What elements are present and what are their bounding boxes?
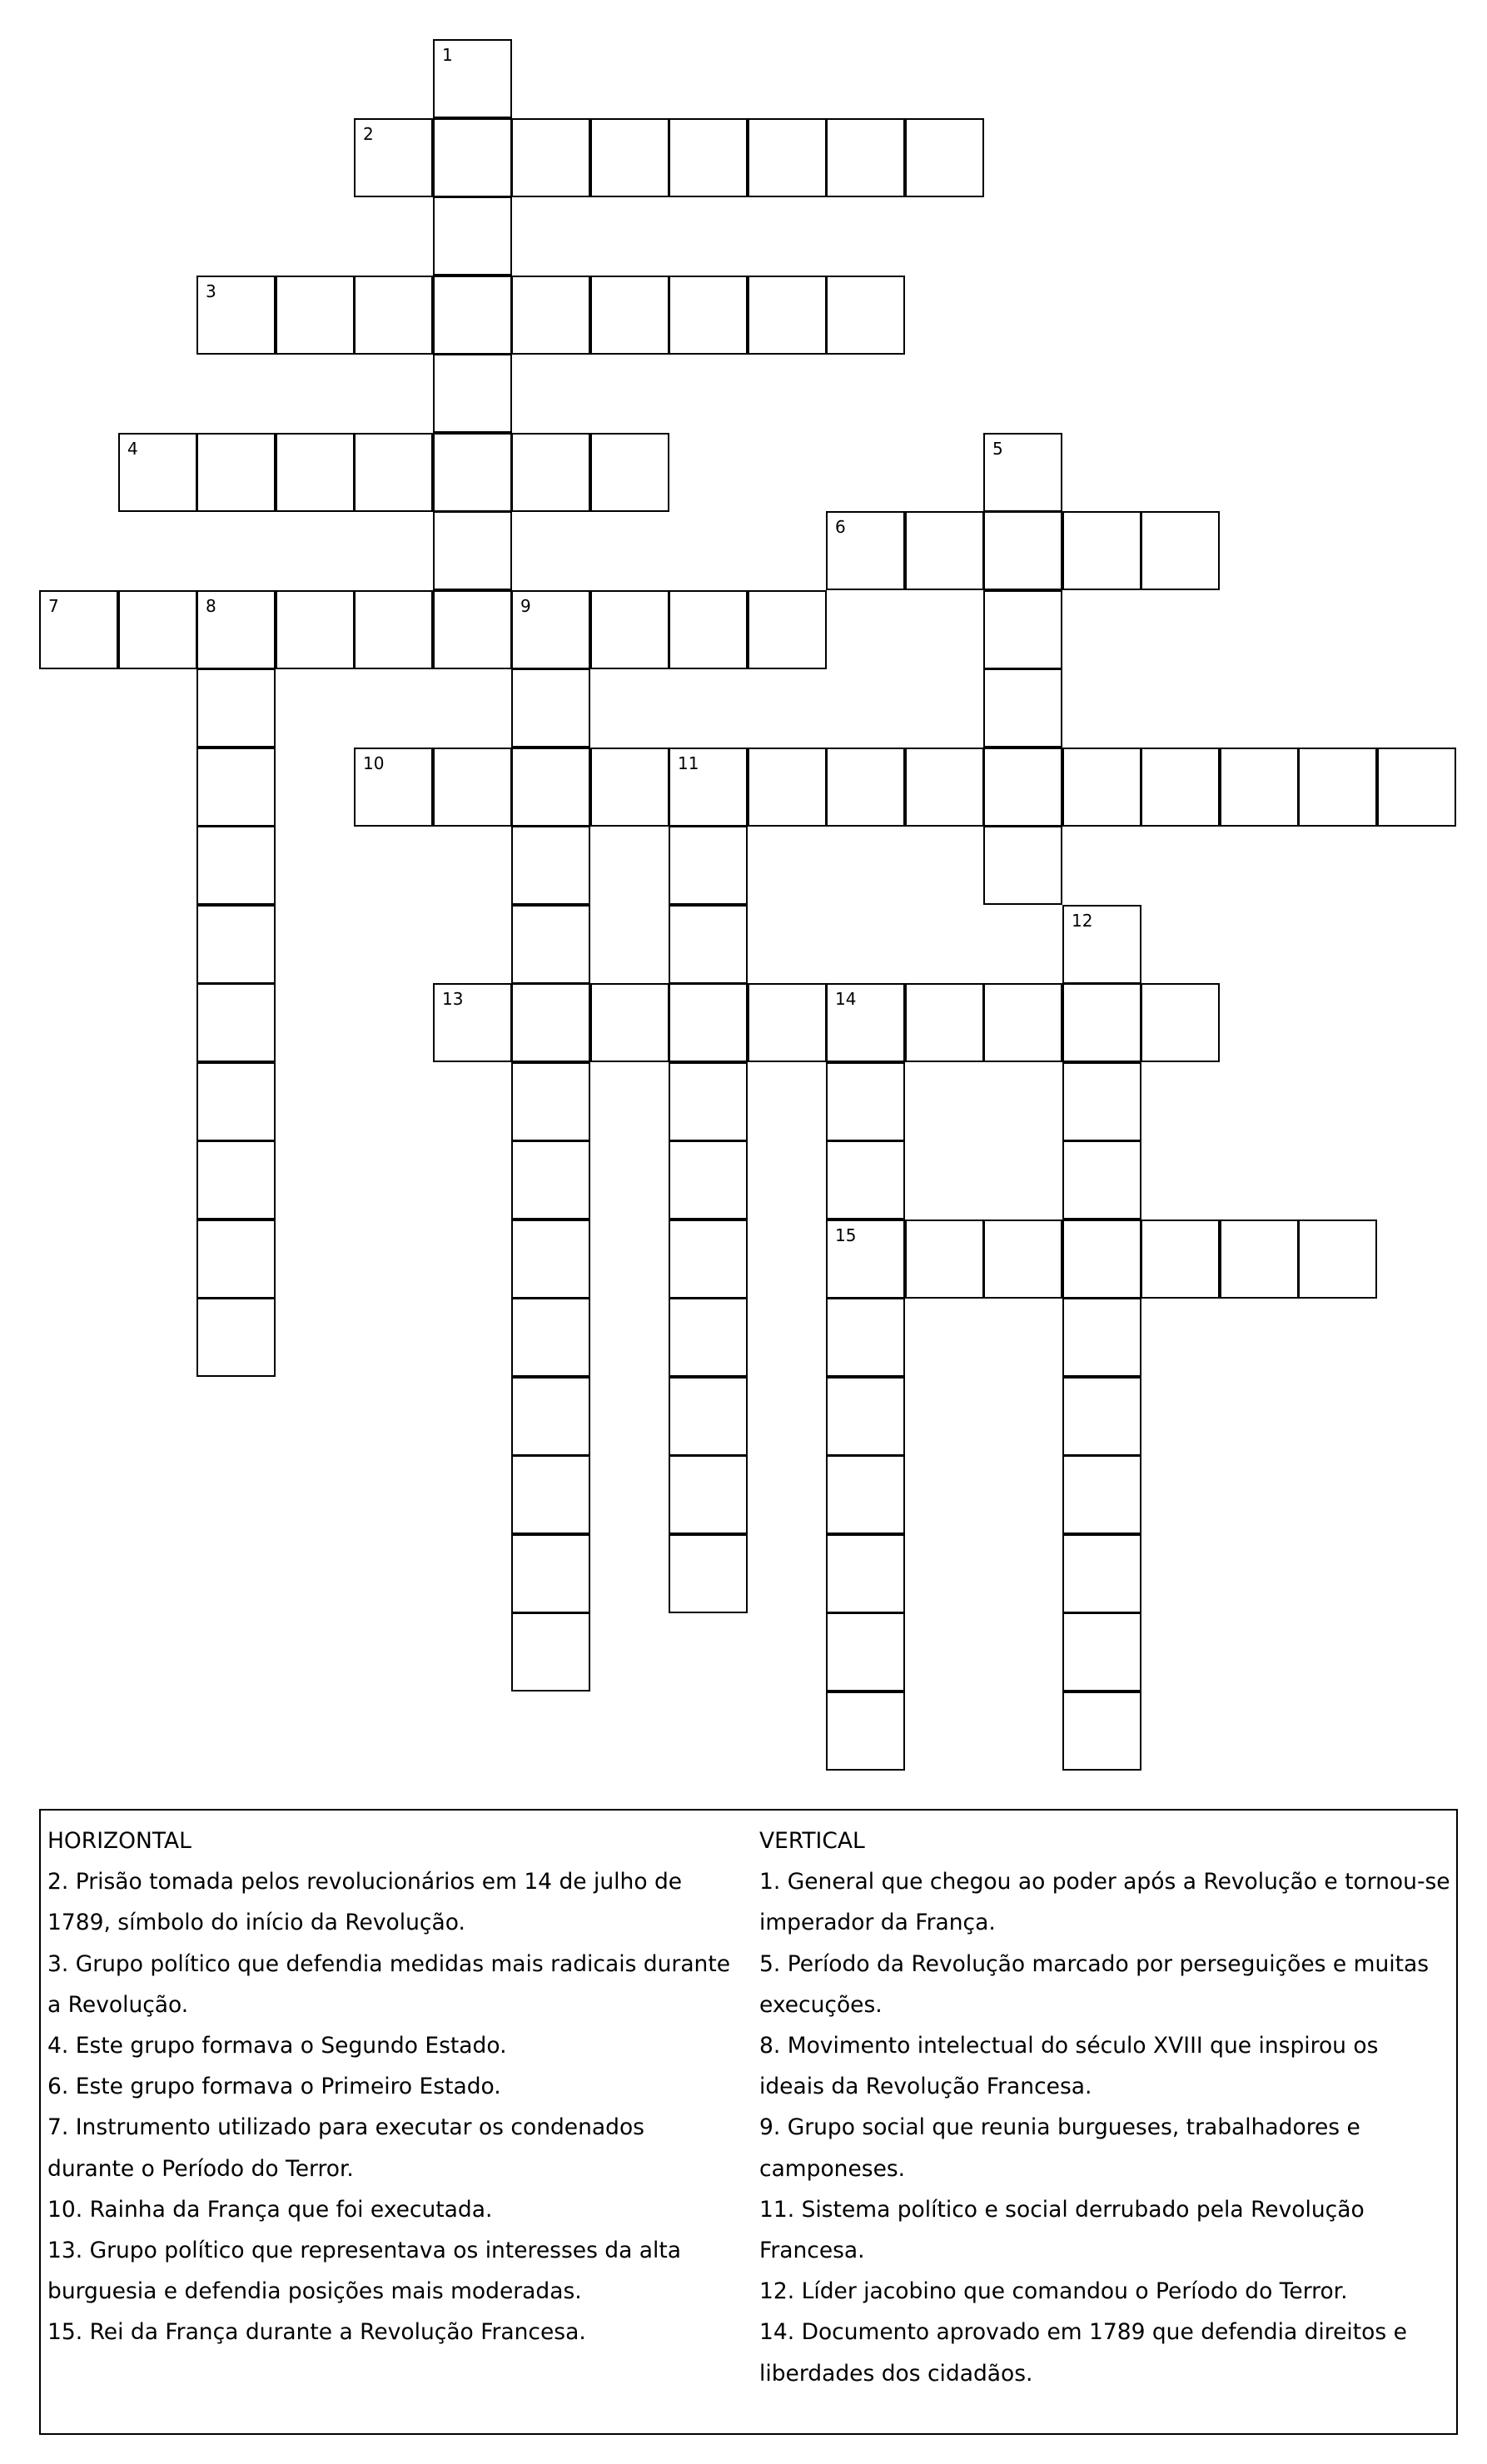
grid-cell[interactable]: [433, 748, 512, 827]
grid-cell[interactable]: [1062, 1298, 1141, 1377]
grid-cell[interactable]: [983, 1220, 1062, 1299]
grid-cell[interactable]: [433, 354, 512, 433]
grid-cell[interactable]: [590, 433, 669, 512]
grid-cell[interactable]: [1062, 748, 1141, 827]
grid-cell[interactable]: [511, 1377, 590, 1456]
grid-cell[interactable]: [983, 590, 1062, 669]
grid-cell[interactable]: [433, 433, 512, 512]
clue-line: 6. Este grupo formava o Primeiro Estado.: [47, 2074, 501, 2100]
grid-cell[interactable]: [905, 1220, 984, 1299]
grid-cell[interactable]: [196, 905, 276, 984]
grid-cell[interactable]: [1062, 983, 1141, 1062]
grid-cell[interactable]: [1062, 1692, 1141, 1771]
clue-line: 10. Rainha da França que foi executada.: [47, 2196, 493, 2223]
grid-cell[interactable]: [748, 748, 827, 827]
grid-cell[interactable]: [590, 590, 669, 669]
grid-cell[interactable]: [118, 590, 197, 669]
grid-cell[interactable]: [354, 433, 433, 512]
grid-cell[interactable]: [196, 1298, 276, 1377]
grid-cell[interactable]: [826, 118, 905, 197]
grid-cell[interactable]: [511, 1298, 590, 1377]
grid-cell[interactable]: [511, 118, 590, 197]
grid-cell[interactable]: [433, 39, 512, 118]
grid-cell[interactable]: [1062, 905, 1141, 984]
clue-number: 6: [835, 517, 846, 537]
clue-line: camponeses.: [759, 2155, 906, 2182]
grid-cell[interactable]: [748, 276, 827, 355]
grid-cell[interactable]: [1062, 1612, 1141, 1692]
grid-cell[interactable]: [905, 983, 984, 1062]
grid-cell[interactable]: [1062, 1062, 1141, 1141]
grid-cell[interactable]: [826, 1612, 905, 1692]
clue-line: liberdades dos cidadãos.: [759, 2360, 1033, 2387]
grid-cell[interactable]: [433, 118, 512, 197]
grid-cell[interactable]: [826, 1062, 905, 1141]
grid-cell[interactable]: [905, 118, 984, 197]
clue-line: 1. General que chegou ao poder após a Revolução e tornou-se: [759, 1869, 1450, 1895]
clue-line: 11. Sistema político e social derrubado pela Revolução: [759, 2196, 1365, 2223]
horizontal-title: HORIZONTAL: [47, 1828, 191, 1854]
grid-cell[interactable]: [196, 590, 276, 669]
grid-cell[interactable]: [983, 668, 1062, 748]
grid-cell[interactable]: [433, 276, 512, 355]
grid-cell[interactable]: [1141, 983, 1220, 1062]
clue-number: 5: [992, 439, 1003, 459]
clue-number: 12: [1072, 911, 1093, 931]
clue-line: 12. Líder jacobino que comandou o Período do Terror.: [759, 2278, 1348, 2305]
clue-line: 9. Grupo social que reunia burgueses, trabalhadores e: [759, 2114, 1360, 2141]
grid-cell[interactable]: [1377, 748, 1456, 827]
grid-cell[interactable]: [196, 748, 276, 827]
grid-cell[interactable]: [905, 748, 984, 827]
clue-line: 1789, símbolo do início da Revolução.: [47, 1910, 465, 1936]
grid-cell[interactable]: [354, 590, 433, 669]
grid-cell[interactable]: [433, 511, 512, 590]
grid-cell[interactable]: [669, 1377, 748, 1456]
grid-cell[interactable]: [669, 1534, 748, 1613]
grid-cell[interactable]: [511, 1220, 590, 1299]
grid-cell[interactable]: [1062, 1534, 1141, 1613]
grid-cell[interactable]: [826, 1220, 905, 1299]
clue-number: 3: [206, 281, 216, 301]
grid-cell[interactable]: [983, 983, 1062, 1062]
clue-number: 8: [206, 596, 216, 616]
grid-cell[interactable]: [669, 905, 748, 984]
clue-line: durante o Período do Terror.: [47, 2155, 354, 2182]
grid-cell[interactable]: [354, 118, 433, 197]
grid-cell[interactable]: [511, 1062, 590, 1141]
grid-cell[interactable]: [826, 1534, 905, 1613]
grid-cell[interactable]: [826, 983, 905, 1062]
grid-cell[interactable]: [1298, 1220, 1377, 1299]
grid-cell[interactable]: [1141, 1220, 1220, 1299]
clue-number: 11: [678, 753, 699, 773]
clue-line: execuções.: [759, 1991, 883, 2018]
grid-cell[interactable]: [511, 1534, 590, 1613]
grid-cell[interactable]: [669, 276, 748, 355]
grid-cell[interactable]: [590, 276, 669, 355]
grid-cell[interactable]: [433, 196, 512, 276]
grid-cell[interactable]: [1220, 748, 1299, 827]
grid-cell[interactable]: [511, 1140, 590, 1220]
clue-line: 14. Documento aprovado em 1789 que defendia direitos e: [759, 2319, 1407, 2346]
grid-cell[interactable]: [669, 1140, 748, 1220]
horizontal-clues: [47, 1821, 757, 2353]
grid-cell[interactable]: [1062, 1220, 1141, 1299]
clue-line: 4. Este grupo formava o Segundo Estado.: [47, 2033, 507, 2059]
grid-cell[interactable]: [276, 276, 355, 355]
grid-cell[interactable]: [1062, 1377, 1141, 1456]
grid-cell[interactable]: [196, 826, 276, 905]
clue-line: Francesa.: [759, 2238, 865, 2264]
clue-line: 15. Rei da França durante a Revolução Francesa.: [47, 2319, 586, 2346]
clue-number: 10: [363, 753, 385, 773]
clue-number: 2: [363, 124, 374, 144]
grid-cell[interactable]: [196, 1220, 276, 1299]
grid-cell[interactable]: [826, 1455, 905, 1534]
grid-cell[interactable]: [748, 983, 827, 1062]
grid-cell[interactable]: [983, 433, 1062, 512]
grid-cell[interactable]: [511, 433, 590, 512]
grid-cell[interactable]: [826, 276, 905, 355]
clue-line: 5. Período da Revolução marcado por perseguições e muitas: [759, 1950, 1430, 1977]
grid-cell[interactable]: [1062, 1455, 1141, 1534]
vertical-title: VERTICAL: [759, 1828, 865, 1854]
grid-cell[interactable]: [748, 118, 827, 197]
grid-cell[interactable]: [669, 748, 748, 827]
grid-cell[interactable]: [826, 511, 905, 590]
clue-number: 9: [520, 596, 531, 616]
grid-cell[interactable]: [511, 826, 590, 905]
grid-cell[interactable]: [826, 1140, 905, 1220]
grid-cell[interactable]: [118, 433, 197, 512]
grid-cell[interactable]: [669, 590, 748, 669]
grid-cell[interactable]: [826, 1377, 905, 1456]
grid-cell[interactable]: [196, 668, 276, 748]
grid-cell[interactable]: [748, 590, 827, 669]
grid-cell[interactable]: [276, 590, 355, 669]
grid-cell[interactable]: [196, 433, 276, 512]
grid-cell[interactable]: [196, 276, 276, 355]
grid-cell[interactable]: [905, 511, 984, 590]
grid-cell[interactable]: [983, 748, 1062, 827]
grid-cell[interactable]: [590, 748, 669, 827]
grid-cell[interactable]: [354, 748, 433, 827]
grid-cell[interactable]: [826, 748, 905, 827]
clue-number: 14: [835, 989, 857, 1009]
grid-cell[interactable]: [39, 590, 118, 669]
grid-cell[interactable]: [511, 1612, 590, 1692]
clue-number: 1: [442, 45, 453, 65]
clue-line: imperador da França.: [759, 1910, 996, 1936]
grid-cell[interactable]: [1298, 748, 1377, 827]
clue-line: ideais da Revolução Francesa.: [759, 2074, 1092, 2100]
grid-cell[interactable]: [433, 590, 512, 669]
grid-cell[interactable]: [1062, 511, 1141, 590]
grid-cell[interactable]: [826, 1692, 905, 1771]
clue-line: 2. Prisão tomada pelos revolucionários em 14 de julho de: [47, 1869, 683, 1895]
vertical-clues: [759, 1821, 1455, 2394]
clue-line: burguesia e defendia posições mais moderadas.: [47, 2278, 582, 2305]
grid-cell[interactable]: [1220, 1220, 1299, 1299]
grid-cell[interactable]: [826, 1298, 905, 1377]
grid-cell[interactable]: [983, 826, 1062, 905]
grid-cell[interactable]: [669, 826, 748, 905]
grid-cell[interactable]: [669, 1220, 748, 1299]
grid-cell[interactable]: [511, 590, 590, 669]
grid-cell[interactable]: [196, 1140, 276, 1220]
grid-cell[interactable]: [669, 1455, 748, 1534]
grid-cell[interactable]: [983, 511, 1062, 590]
clue-line: 7. Instrumento utilizado para executar os condenados: [47, 2114, 644, 2141]
clue-line: 3. Grupo político que defendia medidas mais radicais durante: [47, 1950, 731, 1977]
clue-line: 13. Grupo político que representava os interesses da alta: [47, 2238, 682, 2264]
grid-cell[interactable]: [590, 983, 669, 1062]
grid-cell[interactable]: [511, 668, 590, 748]
grid-cell[interactable]: [511, 748, 590, 827]
grid-cell[interactable]: [511, 276, 590, 355]
clue-number: 4: [127, 439, 138, 459]
grid-cell[interactable]: [1062, 1140, 1141, 1220]
grid-cell[interactable]: [669, 1298, 748, 1377]
clue-number: 15: [835, 1225, 857, 1245]
clue-number: 7: [48, 596, 59, 616]
grid-cell[interactable]: [511, 983, 590, 1062]
grid-cell[interactable]: [669, 1062, 748, 1141]
grid-cell[interactable]: [669, 983, 748, 1062]
grid-cell[interactable]: [196, 1062, 276, 1141]
clue-line: 8. Movimento intelectual do século XVIII que inspirou os: [759, 2033, 1379, 2059]
grid-cell[interactable]: [590, 118, 669, 197]
grid-cell[interactable]: [354, 276, 433, 355]
clue-number: 13: [442, 989, 464, 1009]
grid-cell[interactable]: [196, 983, 276, 1062]
grid-cell[interactable]: [1141, 511, 1220, 590]
grid-cell[interactable]: [511, 1455, 590, 1534]
grid-cell[interactable]: [276, 433, 355, 512]
grid-cell[interactable]: [669, 118, 748, 197]
grid-cell[interactable]: [1141, 748, 1220, 827]
clues-box: [39, 1809, 1458, 2435]
grid-cell[interactable]: [511, 905, 590, 984]
grid-cell[interactable]: [433, 983, 512, 1062]
clue-line: a Revolução.: [47, 1991, 189, 2018]
